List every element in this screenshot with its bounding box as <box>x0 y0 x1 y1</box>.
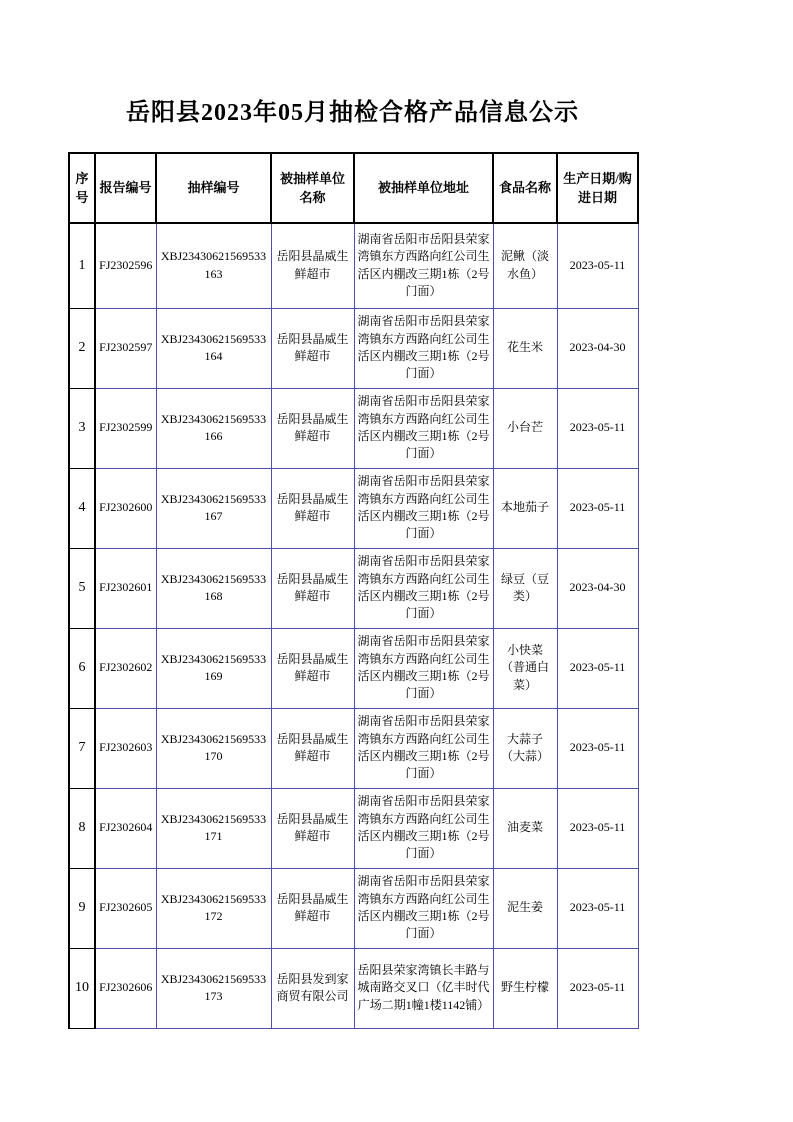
sample-no-cell: XBJ23430621569533171 <box>156 788 271 868</box>
seq-cell: 9 <box>69 868 95 948</box>
inspection-table <box>68 152 639 1029</box>
unit-address-cell: 湖南省岳阳市岳阳县荣家湾镇东方西路向红公司生活区内棚改三期1栋（2号门面） <box>354 548 493 628</box>
table-row <box>69 468 638 548</box>
unit-name-cell: 岳阳县晶威生鲜超市 <box>271 223 354 308</box>
seq-cell: 1 <box>69 223 95 308</box>
date-cell: 2023-05-11 <box>557 868 638 948</box>
table-row <box>69 948 638 1028</box>
unit-name-cell: 岳阳县晶威生鲜超市 <box>271 628 354 708</box>
report-no-cell: FJ2302597 <box>95 308 156 388</box>
unit-address-cell: 湖南省岳阳市岳阳县荣家湾镇东方西路向红公司生活区内棚改三期1栋（2号门面） <box>354 308 493 388</box>
table-row <box>69 788 638 868</box>
food-name-cell: 野生柠檬 <box>493 948 557 1028</box>
table-row <box>69 223 638 308</box>
food-name-cell: 绿豆（豆类） <box>493 548 557 628</box>
food-name-cell: 小快菜（普通白菜） <box>493 628 557 708</box>
col-header-unit-name: 被抽样单位名称 <box>271 153 354 223</box>
report-no-cell: FJ2302605 <box>95 868 156 948</box>
report-no-cell: FJ2302599 <box>95 388 156 468</box>
unit-name-cell: 岳阳县晶威生鲜超市 <box>271 388 354 468</box>
date-cell: 2023-04-30 <box>557 308 638 388</box>
sample-no-cell: XBJ23430621569533164 <box>156 308 271 388</box>
report-no-cell: FJ2302600 <box>95 468 156 548</box>
date-cell: 2023-05-11 <box>557 628 638 708</box>
food-name-cell: 花生米 <box>493 308 557 388</box>
unit-address-cell: 岳阳县荣家湾镇长丰路与城南路交叉口（亿丰时代广场二期1幢1楼1142铺） <box>354 948 493 1028</box>
sample-no-cell: XBJ23430621569533172 <box>156 868 271 948</box>
col-header-date: 生产日期/购进日期 <box>557 153 638 223</box>
unit-address-cell: 湖南省岳阳市岳阳县荣家湾镇东方西路向红公司生活区内棚改三期1栋（2号门面） <box>354 628 493 708</box>
table-body <box>69 223 638 1028</box>
sample-no-cell: XBJ23430621569533170 <box>156 708 271 788</box>
food-name-cell: 泥生姜 <box>493 868 557 948</box>
food-name-cell: 泥鳅（淡水鱼） <box>493 223 557 308</box>
unit-address-cell: 湖南省岳阳市岳阳县荣家湾镇东方西路向红公司生活区内棚改三期1栋（2号门面） <box>354 223 493 308</box>
col-header-food-name: 食品名称 <box>493 153 557 223</box>
seq-cell: 10 <box>69 948 95 1028</box>
unit-address-cell: 湖南省岳阳市岳阳县荣家湾镇东方西路向红公司生活区内棚改三期1栋（2号门面） <box>354 468 493 548</box>
col-header-unit-address: 被抽样单位地址 <box>354 153 493 223</box>
unit-name-cell: 岳阳县晶威生鲜超市 <box>271 468 354 548</box>
sample-no-cell: XBJ23430621569533163 <box>156 223 271 308</box>
unit-name-cell: 岳阳县晶威生鲜超市 <box>271 788 354 868</box>
date-cell: 2023-04-30 <box>557 548 638 628</box>
seq-cell: 7 <box>69 708 95 788</box>
page-title: 岳阳县2023年05月抽检合格产品信息公示 <box>126 100 579 126</box>
date-cell: 2023-05-11 <box>557 468 638 548</box>
table-row <box>69 868 638 948</box>
unit-name-cell: 岳阳县晶威生鲜超市 <box>271 868 354 948</box>
unit-name-cell: 岳阳县晶威生鲜超市 <box>271 708 354 788</box>
col-header-report-no: 报告编号 <box>95 153 156 223</box>
seq-cell: 6 <box>69 628 95 708</box>
col-header-sample-no: 抽样编号 <box>156 153 271 223</box>
sample-no-cell: XBJ23430621569533167 <box>156 468 271 548</box>
col-header-seq: 序号 <box>69 153 95 223</box>
report-no-cell: FJ2302596 <box>95 223 156 308</box>
food-name-cell: 小台芒 <box>493 388 557 468</box>
sample-no-cell: XBJ23430621569533173 <box>156 948 271 1028</box>
header-row <box>69 153 638 223</box>
seq-cell: 5 <box>69 548 95 628</box>
seq-cell: 2 <box>69 308 95 388</box>
report-no-cell: FJ2302604 <box>95 788 156 868</box>
unit-name-cell: 岳阳县发到家商贸有限公司 <box>271 948 354 1028</box>
unit-address-cell: 湖南省岳阳市岳阳县荣家湾镇东方西路向红公司生活区内棚改三期1栋（2号门面） <box>354 708 493 788</box>
report-no-cell: FJ2302601 <box>95 548 156 628</box>
sample-no-cell: XBJ23430621569533169 <box>156 628 271 708</box>
sample-no-cell: XBJ23430621569533166 <box>156 388 271 468</box>
date-cell: 2023-05-11 <box>557 388 638 468</box>
report-no-cell: FJ2302602 <box>95 628 156 708</box>
table-row <box>69 308 638 388</box>
unit-name-cell: 岳阳县晶威生鲜超市 <box>271 308 354 388</box>
report-no-cell: FJ2302606 <box>95 948 156 1028</box>
report-no-cell: FJ2302603 <box>95 708 156 788</box>
table-row <box>69 388 638 468</box>
date-cell: 2023-05-11 <box>557 223 638 308</box>
food-name-cell: 油麦菜 <box>493 788 557 868</box>
table-row <box>69 548 638 628</box>
food-name-cell: 本地茄子 <box>493 468 557 548</box>
sample-no-cell: XBJ23430621569533168 <box>156 548 271 628</box>
unit-address-cell: 湖南省岳阳市岳阳县荣家湾镇东方西路向红公司生活区内棚改三期1栋（2号门面） <box>354 788 493 868</box>
unit-name-cell: 岳阳县晶威生鲜超市 <box>271 548 354 628</box>
unit-address-cell: 湖南省岳阳市岳阳县荣家湾镇东方西路向红公司生活区内棚改三期1栋（2号门面） <box>354 388 493 468</box>
date-cell: 2023-05-11 <box>557 708 638 788</box>
seq-cell: 4 <box>69 468 95 548</box>
date-cell: 2023-05-11 <box>557 948 638 1028</box>
unit-address-cell: 湖南省岳阳市岳阳县荣家湾镇东方西路向红公司生活区内棚改三期1栋（2号门面） <box>354 868 493 948</box>
table-row <box>69 708 638 788</box>
seq-cell: 3 <box>69 388 95 468</box>
food-name-cell: 大蒜子（大蒜） <box>493 708 557 788</box>
date-cell: 2023-05-11 <box>557 788 638 868</box>
seq-cell: 8 <box>69 788 95 868</box>
table-row <box>69 628 638 708</box>
